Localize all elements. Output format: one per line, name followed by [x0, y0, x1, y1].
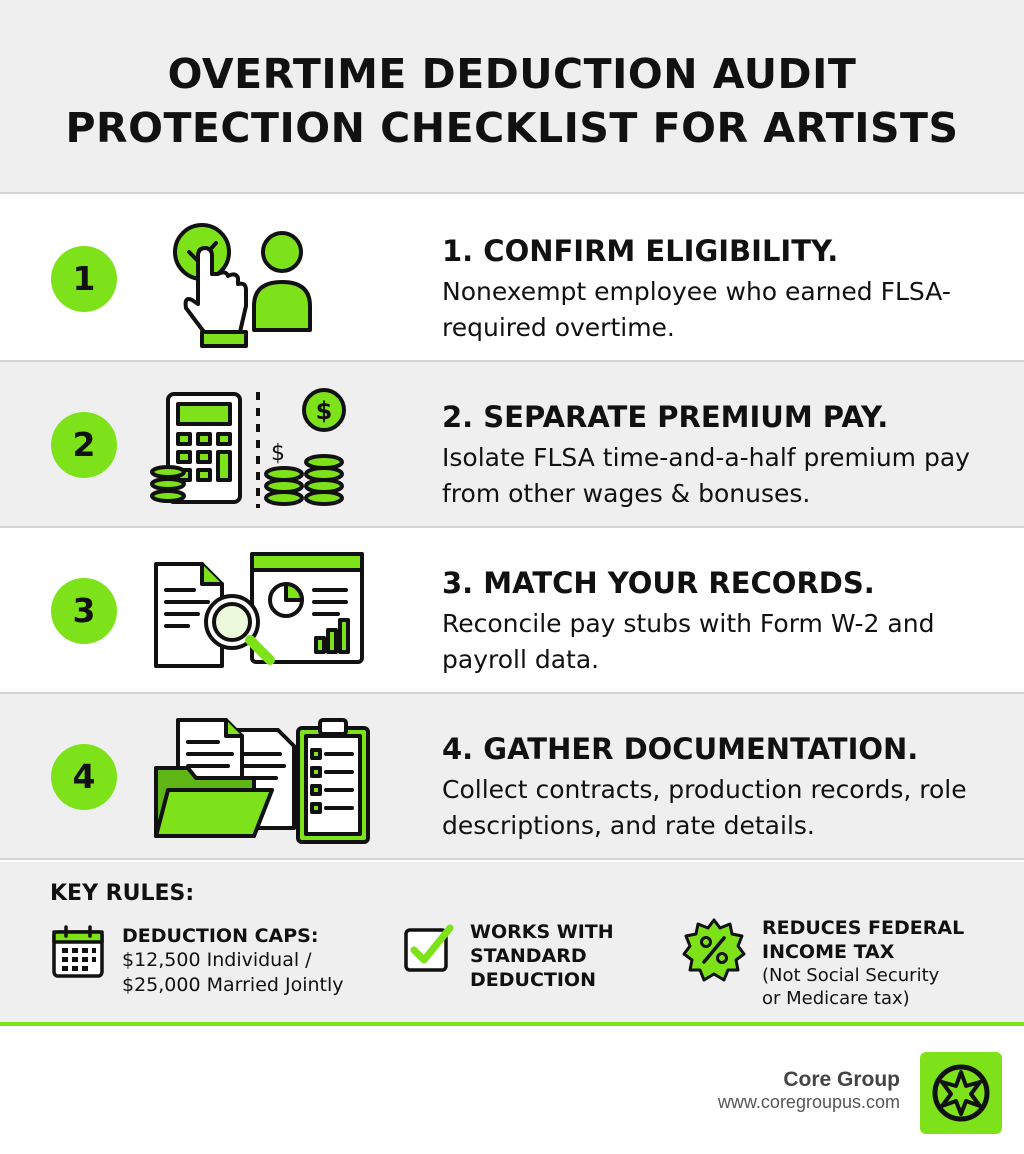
step-description: Isolate FLSA time-and-a-half premium pay from other wages & bonuses. — [442, 443, 970, 508]
checklist-step-4 — [0, 694, 1024, 860]
step-description: Nonexempt employee who earned FLSA-required overtime. — [442, 277, 951, 342]
key-rules-panel — [0, 862, 1024, 1026]
calculator-coins-icon — [148, 374, 374, 516]
checklist-step-1 — [0, 196, 1024, 362]
deduction-caps-married: $25,000 Married Jointly — [122, 974, 344, 996]
standard-deduction-line-2: STANDARD — [470, 945, 587, 967]
checkbox-icon — [402, 922, 456, 976]
step-number-badge: 4 — [51, 744, 117, 810]
page-title-line-1: OVERTIME DEDUCTION AUDIT — [167, 50, 857, 98]
standard-deduction-line-1: WORKS WITH — [470, 921, 614, 943]
checkmark-hand-person-icon — [148, 208, 374, 350]
step-number-badge: 1 — [51, 246, 117, 312]
key-rules-title: KEY RULES: — [50, 881, 195, 906]
step-heading: 1. CONFIRM ELIGIBILITY. — [442, 234, 839, 268]
checklist-step-2 — [0, 362, 1024, 528]
step-number-badge: 3 — [51, 578, 117, 644]
federal-tax-line-1: REDUCES FEDERAL — [762, 917, 965, 939]
svg-text:$: $ — [315, 397, 333, 425]
deduction-caps-individual: $12,500 Individual / — [122, 949, 312, 971]
step-description: Reconcile pay stubs with Form W-2 and payroll data. — [442, 609, 935, 674]
brand-url[interactable]: www.coregroupus.com — [717, 1092, 900, 1112]
logo — [920, 1052, 1002, 1134]
svg-text:$: $ — [271, 441, 285, 466]
step-heading: 2. SEPARATE PREMIUM PAY. — [442, 400, 889, 434]
footer — [0, 1030, 1024, 1154]
folder-clipboard-icon — [148, 706, 374, 848]
header — [0, 0, 1024, 194]
step-heading: 3. MATCH YOUR RECORDS. — [442, 566, 875, 600]
federal-tax-note-1: (Not Social Security — [762, 965, 940, 986]
brand-name: Core Group — [783, 1068, 900, 1091]
percent-badge-icon — [682, 918, 746, 982]
deduction-caps-heading: DEDUCTION CAPS: — [122, 925, 319, 947]
star-burst-logo-icon — [920, 1052, 1002, 1134]
documents-magnifier-icon — [148, 540, 374, 682]
standard-deduction-line-3: DEDUCTION — [470, 969, 596, 991]
page-title-line-2: PROTECTION CHECKLIST FOR ARTISTS — [65, 104, 959, 152]
calendar-icon — [50, 924, 106, 980]
checklist-step-3 — [0, 528, 1024, 694]
step-description: Collect contracts, production records, role descriptions, and rate details. — [442, 775, 967, 840]
step-heading: 4. GATHER DOCUMENTATION. — [442, 732, 919, 766]
federal-tax-note-2: or Medicare tax) — [762, 988, 910, 1009]
step-number-badge: 2 — [51, 412, 117, 478]
federal-tax-line-2: INCOME TAX — [762, 941, 895, 963]
